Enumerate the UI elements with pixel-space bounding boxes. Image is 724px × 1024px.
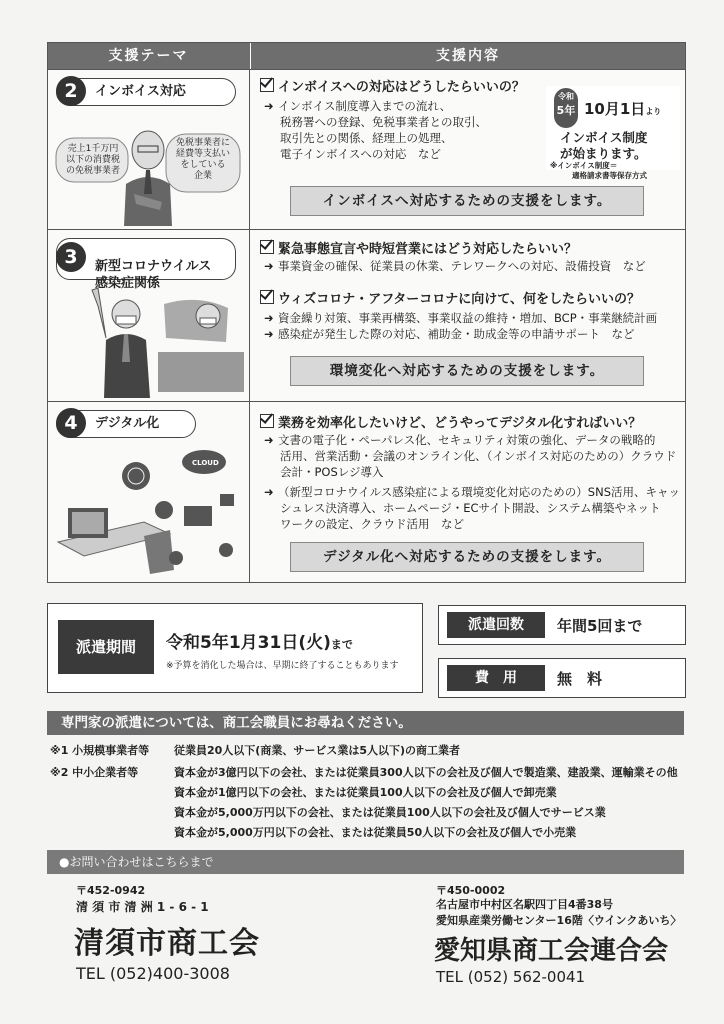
era-badge: [554, 88, 578, 128]
cost-box: [438, 658, 686, 698]
contact1-name: 清須市商工会: [74, 926, 260, 961]
question-text: インボイスへの対応はどうしたらいいの？: [278, 80, 525, 95]
answer: [264, 326, 635, 342]
checkbox-icon: [260, 414, 274, 428]
frequency-value: 年間5回まで: [557, 617, 643, 635]
theme-label: 新型コロナウイルス 感染症関係: [95, 259, 212, 291]
contact2-name: 愛知県商工会連合会: [434, 936, 669, 966]
contact2-zip: 〒450-0002: [436, 884, 506, 897]
theme-number: 3: [56, 242, 86, 272]
row-digital: [48, 401, 685, 583]
contact-bar: ●お問い合わせはこちらまで: [47, 850, 684, 874]
answer: [264, 310, 658, 326]
yori-text: より: [645, 107, 662, 116]
masked-workers-illustration: [68, 282, 244, 398]
answer-text: 資金繰り対策、事業再構築、事業収益の維持・増加、BCP・事業継続計画: [278, 311, 658, 325]
start-date: [584, 98, 661, 119]
question-text: ウィズコロナ・アフターコロナに向けて、何をしたらいいの？: [278, 292, 641, 307]
contact1-zip: 〒452-0942: [76, 884, 146, 897]
bubble-paying-company: 免税事業者に 経費等支払い をしている 企業: [175, 138, 230, 181]
note-line: 資本金が5,000万円以下の会社、または従業員50人以下の会社及び個人で小売業: [174, 826, 577, 839]
notice-line2: が始まります。: [560, 146, 647, 161]
answer: [264, 484, 681, 532]
arrow-icon: ➜: [264, 99, 274, 113]
dispatch-date: [166, 628, 353, 653]
arrow-icon: ➜: [264, 433, 274, 447]
note-line: 資本金が1億円以下の会社、または従業員100人以下の会社及び個人で卸売業: [174, 786, 557, 799]
question-text: 緊急事態宣言や時短営業にはどう対応したらいい？: [278, 242, 578, 257]
date-text: 10月1日: [584, 100, 646, 118]
question: [260, 288, 640, 307]
arrow-icon: ➜: [264, 485, 274, 499]
content-cell: [250, 402, 685, 583]
frequency-label: 派遣回数: [447, 612, 545, 638]
cloud-label: CLOUD: [192, 459, 219, 467]
header-theme: 支援テーマ: [108, 48, 189, 64]
checkbox-icon: [260, 290, 274, 304]
question: [260, 76, 525, 95]
answer-text: 感染症が発生した際の対応、補助金・助成金等の申請サポート など: [278, 327, 635, 341]
contact1-tel[interactable]: TEL (052)400-3008: [76, 964, 230, 983]
answer-text: （新型コロナウイルス感染症による環境変化対応のための）SNS活用、キャッ シュレス決済導入、ホームページ・ECサイト開設、システム構築やネット ワークの設定、クラウド活用 など: [278, 485, 681, 531]
note-line: 従業員20人以下(商業、サービス業は5人以下)の商工業者: [174, 744, 461, 757]
frequency-box: [438, 605, 686, 645]
contact2-address: 名古屋市中村区名駅四丁目4番38号: [436, 898, 613, 911]
dispatch-note: ※予算を消化した場合は、早期に終了することもあります: [166, 661, 399, 671]
header-content: 支援内容: [250, 43, 685, 69]
theme-cell: [48, 70, 250, 230]
support-bar: 環境変化へ対応するための支援をします。: [290, 356, 644, 386]
invoice-notice: [546, 86, 680, 180]
era-text: 令和: [558, 92, 574, 101]
arrow-icon: ➜: [264, 311, 274, 325]
theme-cell: [48, 230, 250, 402]
notice-footnote1: ※インボイス制度＝: [550, 161, 618, 170]
answer-text: 文書の電子化・ペーパレス化、セキュリティ対策の強化、データの戦略的 活用、営業活動・会議のオンライン化、（インボイス対応のための）クラウド 会計・POSレジ導入: [278, 433, 677, 479]
dispatch-period-box: [47, 603, 423, 693]
theme-cell: [48, 402, 250, 583]
support-bar: デジタル化へ対応するための支援をします。: [290, 542, 644, 572]
contact2-tel[interactable]: TEL (052) 562-0041: [436, 968, 586, 986]
answer: [264, 98, 487, 162]
note-label-1: ※1 小規模事業者等: [50, 744, 150, 757]
theme-number: 4: [56, 408, 86, 438]
notice-footnote2: 適格請求書等保存方式: [572, 171, 647, 180]
note-label-2: ※2 中小企業者等: [50, 766, 139, 779]
support-bar: インボイスへ対応するための支援をします。: [290, 186, 644, 216]
arrow-icon: ➜: [264, 259, 274, 273]
year-text: 5年: [556, 104, 576, 117]
question: [260, 412, 641, 431]
note-line: 資本金が5,000万円以下の会社、または従業員100人以下の会社及び個人でサービス業: [174, 806, 606, 819]
contact2-address2: 愛知県産業労働センター16階〈ウインクあいち〉: [436, 914, 682, 927]
inquiry-notice-bar: 専門家の派遣については、商工会職員にお尋ねください。: [47, 711, 684, 735]
checkbox-icon: [260, 240, 274, 254]
answer: [264, 258, 646, 274]
cost-value: 無 料: [557, 670, 603, 688]
note-line: 資本金が3億円以下の会社、または従業員300人以下の会社及び個人で製造業、建設業、運輸業その他: [174, 766, 678, 779]
row-invoice: [48, 69, 685, 230]
answer: [264, 432, 677, 480]
checkbox-icon: [260, 78, 274, 92]
dispatch-suffix: まで: [330, 638, 353, 651]
cost-label: 費 用: [447, 665, 545, 691]
table-header: [48, 43, 685, 69]
notice-line1: インボイス制度: [560, 130, 648, 145]
support-table: [47, 42, 686, 583]
contact1-address: 清 須 市 清 洲 1 - 6 - 1: [76, 900, 209, 914]
answer-text: インボイス制度導入までの流れ、 税務署への登録、免税事業者との取引、 取引先との関係、経理上の処理、 電子インボイスへの対応 など: [278, 99, 487, 161]
question: [260, 238, 577, 257]
arrow-icon: ➜: [264, 327, 274, 341]
dispatch-label: 派遣期間: [58, 620, 154, 674]
answer-text: 事業資金の確保、従業員の休業、テレワークへの対応、設備投資 など: [278, 259, 646, 273]
content-cell: [250, 230, 685, 402]
content-cell: [250, 70, 685, 230]
theme-number: 2: [56, 76, 86, 106]
question-text: 業務を効率化したいけど、どうやってデジタル化すればいい？: [278, 416, 642, 431]
dispatch-date-text: 令和5年1月31日(火): [166, 633, 331, 653]
theme-label: インボイス対応: [95, 84, 186, 99]
row-covid: [48, 229, 685, 402]
bubble-tax-exempt: 売上1千万円 以下の消費税 の免税事業者: [65, 144, 120, 176]
theme-label: デジタル化: [95, 416, 160, 431]
